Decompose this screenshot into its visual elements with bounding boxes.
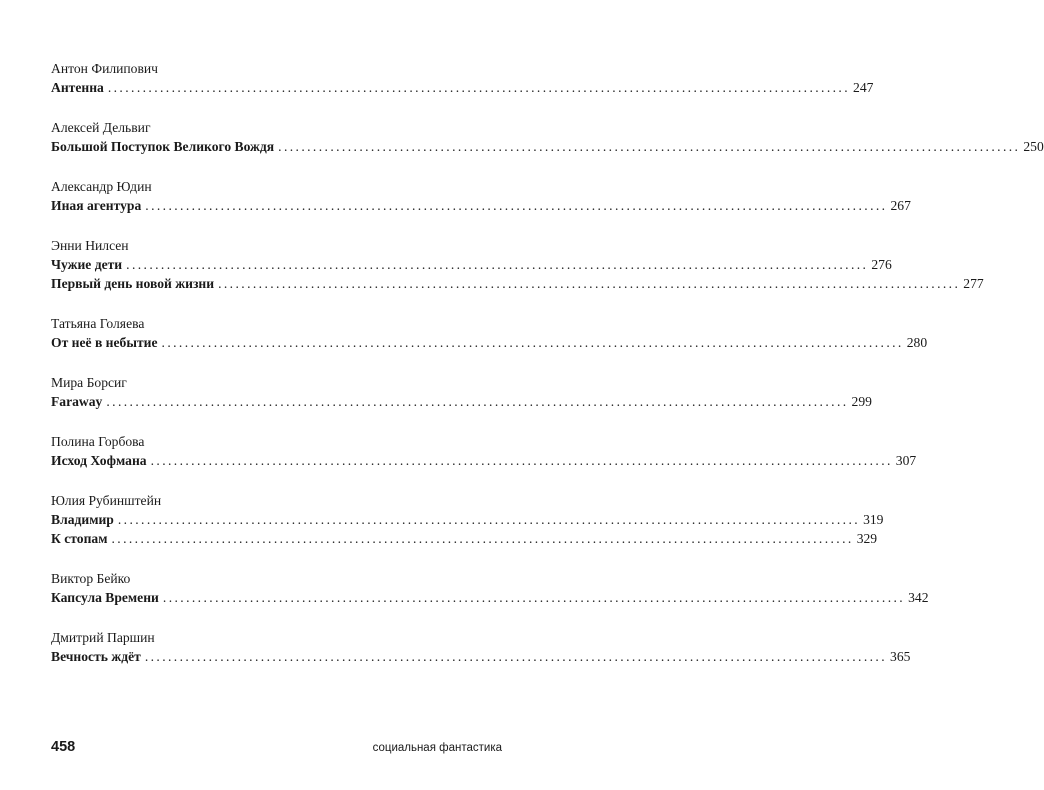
toc-entry bbox=[51, 588, 929, 607]
toc-entry-title: Первый день новой жизни bbox=[51, 276, 215, 291]
toc-entry bbox=[51, 78, 874, 97]
page-number: 458 bbox=[51, 739, 76, 755]
toc-entry-page: 280 bbox=[906, 335, 928, 350]
leader-dots: ................................................................................................................................ bbox=[162, 590, 906, 605]
toc-entry bbox=[51, 647, 911, 666]
toc-author: Мира Борсиг bbox=[51, 375, 127, 390]
toc-entry bbox=[51, 529, 878, 548]
leader-dots: ................................................................................................................................ bbox=[161, 335, 904, 350]
leader-dots: ................................................................................................................................ bbox=[107, 80, 851, 95]
toc-entry-title: Владимир bbox=[51, 512, 114, 527]
toc-author: Алексей Дельвиг bbox=[51, 120, 151, 135]
toc-entry bbox=[51, 274, 984, 293]
toc-entry bbox=[51, 451, 917, 470]
toc-author: Антон Филипович bbox=[51, 61, 158, 76]
leader-dots: ................................................................................................................................ bbox=[111, 531, 854, 546]
toc-author: Полина Горбова bbox=[51, 434, 145, 449]
toc-entry bbox=[51, 196, 911, 215]
toc-entry bbox=[51, 137, 1044, 156]
toc-entry-title: От неё в небытие bbox=[51, 335, 158, 350]
toc-author: Александр Юдин bbox=[51, 179, 152, 194]
leader-dots: ................................................................................................................................ bbox=[144, 649, 888, 664]
running-title: социальная фантастика bbox=[372, 742, 502, 754]
leader-dots: ................................................................................................................................ bbox=[106, 394, 849, 409]
toc-entry-title: Капсула Времени bbox=[51, 590, 159, 605]
toc-entry-page: 329 bbox=[856, 531, 878, 546]
toc-author: Энни Нилсен bbox=[51, 238, 129, 253]
toc-entry-page: 267 bbox=[890, 198, 911, 213]
leader-dots: ................................................................................................................................ bbox=[117, 512, 861, 527]
toc-entry bbox=[51, 255, 892, 274]
leader-dots: ................................................................................................................................ bbox=[150, 453, 893, 468]
leader-dots: ................................................................................................................................ bbox=[145, 198, 888, 213]
toc-author: Дмитрий Паршин bbox=[51, 630, 155, 645]
toc-entry-page: 342 bbox=[908, 590, 929, 605]
toc-entry-page: 276 bbox=[871, 257, 892, 272]
leader-dots: ................................................................................................................................ bbox=[126, 257, 869, 272]
toc-entry-title: Исход Хофмана bbox=[51, 453, 147, 468]
toc-entry-title: Большой Поступок Великого Вождя bbox=[51, 139, 275, 154]
toc-entry-page: 247 bbox=[853, 80, 874, 95]
page-footer bbox=[51, 739, 502, 755]
toc-entry-page: 319 bbox=[863, 512, 884, 527]
toc-entry-page: 250 bbox=[1023, 139, 1044, 154]
toc-entry-title: К стопам bbox=[51, 531, 108, 546]
toc-entry bbox=[51, 392, 872, 411]
leader-dots: ................................................................................................................................ bbox=[278, 139, 1021, 154]
leader-dots: ................................................................................................................................ bbox=[218, 276, 961, 291]
toc-entry-title: Чужие дети bbox=[51, 257, 123, 272]
toc-author: Виктор Бейко bbox=[51, 571, 131, 586]
toc-entry-title: Антенна bbox=[51, 80, 104, 95]
toc-entry-page: 299 bbox=[851, 394, 872, 409]
toc-entry-title: Иная агентура bbox=[51, 198, 142, 213]
toc-entry bbox=[51, 333, 928, 352]
toc-entry bbox=[51, 510, 884, 529]
toc-entry-page: 307 bbox=[895, 453, 917, 468]
toc-entry-page: 277 bbox=[963, 276, 984, 291]
toc-author: Татьяна Голяева bbox=[51, 316, 145, 331]
toc-entry-title: Faraway bbox=[51, 394, 103, 409]
toc-entry-title: Вечность ждёт bbox=[51, 649, 141, 664]
toc-author: Юлия Рубинштейн bbox=[51, 493, 162, 508]
table-of-contents bbox=[51, 59, 1044, 666]
toc-entry-page: 365 bbox=[890, 649, 911, 664]
